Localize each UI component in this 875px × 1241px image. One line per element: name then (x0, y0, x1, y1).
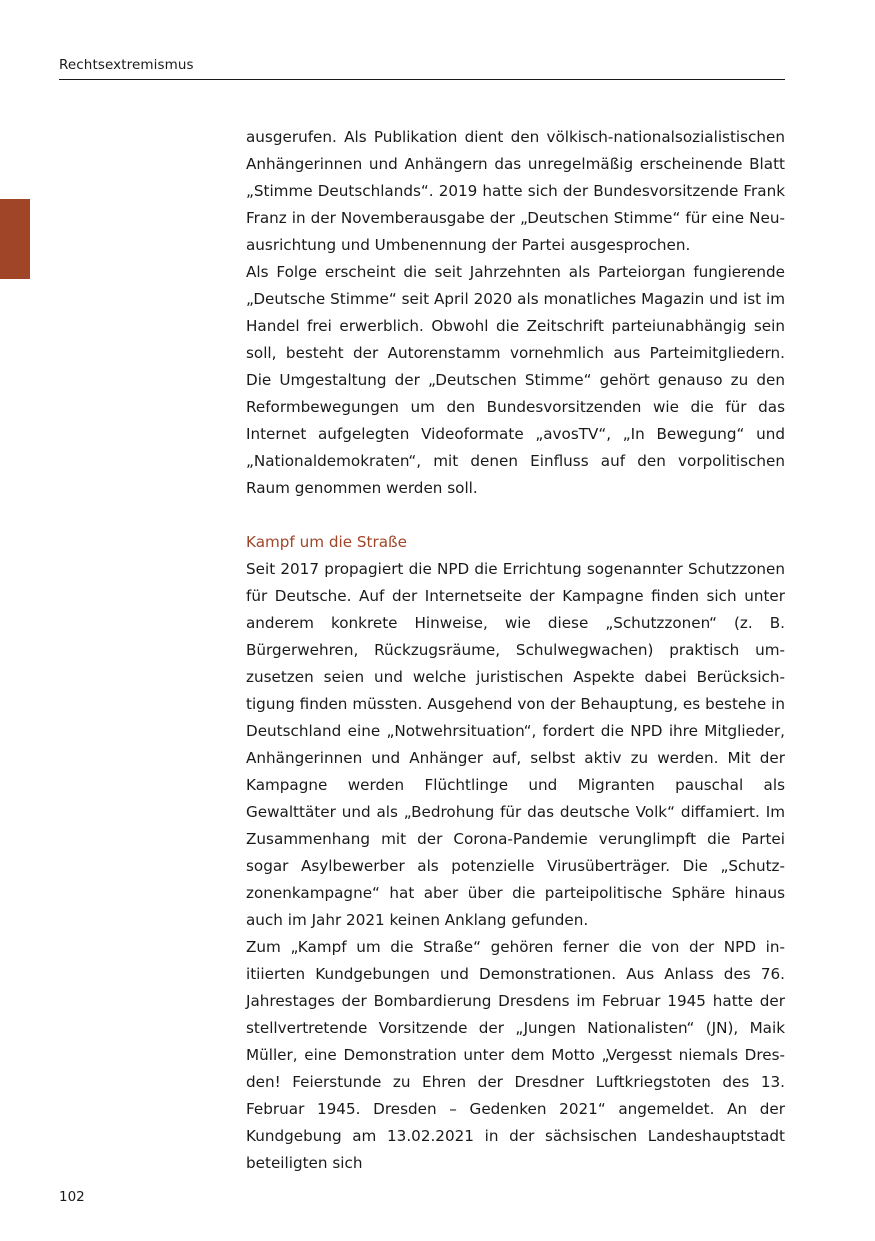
section-heading: Kampf um die Straße (246, 533, 407, 551)
paragraph: Seit 2017 propagiert die NPD die Errichtung sogenannter Schutzzonen für Deutsche. Auf der Internetseite der Kampagne finden sich unter anderem konkrete Hinweise, wie diese „Schutzzonen“ (z. B. Bürgerwehren, Rückzugsräume, Schulwegwachen) praktisch umzusetzen seien und welche juristischen Aspekte dabei Berücksichtigung finden müssten. Ausgehend von der Behauptung, es bestehe in Deutschland eine „Notwehrsituation“, fordert die NPD ihre Mitglieder, Anhängerinnen und Anhänger auf, selbst aktiv zu werden. Mit der Kampagne werden Flüchtlinge und Migranten pauschal als Gewalttäter und als „Bedrohung für das deutsche Volk“ diffamiert. Im Zusammenhang mit der Corona-Pandemie verunglimpft die Partei sogar Asylbewerber als potenzielle Virusüberträger. Die „Schutzzonenkampagne“ hat aber über die parteipolitische Sphäre hinaus auch im Jahr 2021 keinen Anklang gefunden. (246, 560, 785, 929)
chapter-side-tab (0, 199, 30, 279)
page-number: 102 (59, 1189, 85, 1205)
running-header-title: Rechtsextremismus (59, 57, 194, 73)
paragraph: Als Folge erscheint die seit Jahrzehnten als Parteiorgan fungierende „Deutsche Stimme“ seit April 2020 als monatliches Magazin und ist im Handel frei erwerblich. Obwohl die Zeitschrift parteiunabhängig sein soll, besteht der Autorenstamm vornehmlich aus Parteimitgliedern. Die Umgestaltung der „Deutschen Stimme“ gehört genauso zu den Reformbewegungen um den Bundesvorsitzenden wie die für das Internet aufgelegten Videoformate „avosTV“, „In Bewegung“ und „Nationaldemokraten“, mit denen Einfluss auf den vorpolitischen Raum genommen werden soll. (246, 263, 785, 497)
paragraph: ausgerufen. Als Publikation dient den völkisch-nationalsozialistischen Anhängerinnen und Anhängern das unregelmäßig erscheinende Blatt „Stimme Deutschlands“. 2019 hatte sich der Bundesvorsitzende Frank Franz in der Novemberausgabe der „Deutschen Stimme“ für eine Neuausrichtung und Umbenennung der Partei ausgesprochen. (246, 128, 785, 254)
header-divider (59, 79, 785, 80)
paragraph: Zum „Kampf um die Straße“ gehören ferner die von der NPD initiierten Kundgebungen und Demonstrationen. Aus Anlass des 76. Jahrestages der Bombardierung Dresdens im Februar 1945 hatte der stellvertretende Vorsitzende der „Jungen Nationalisten“ (JN), Maik Müller, eine Demonstration unter dem Motto „Vergesst niemals Dresden! Feierstunde zu Ehren der Dresdner Luftkriegstoten des 13. Februar 1945. Dresden – Gedenken 2021“ angemeldet. An der Kundgebung am 13.02.2021 in der sächsischen Landeshauptstadt beteiligten sich (246, 938, 785, 1172)
main-text-column (246, 124, 785, 1177)
